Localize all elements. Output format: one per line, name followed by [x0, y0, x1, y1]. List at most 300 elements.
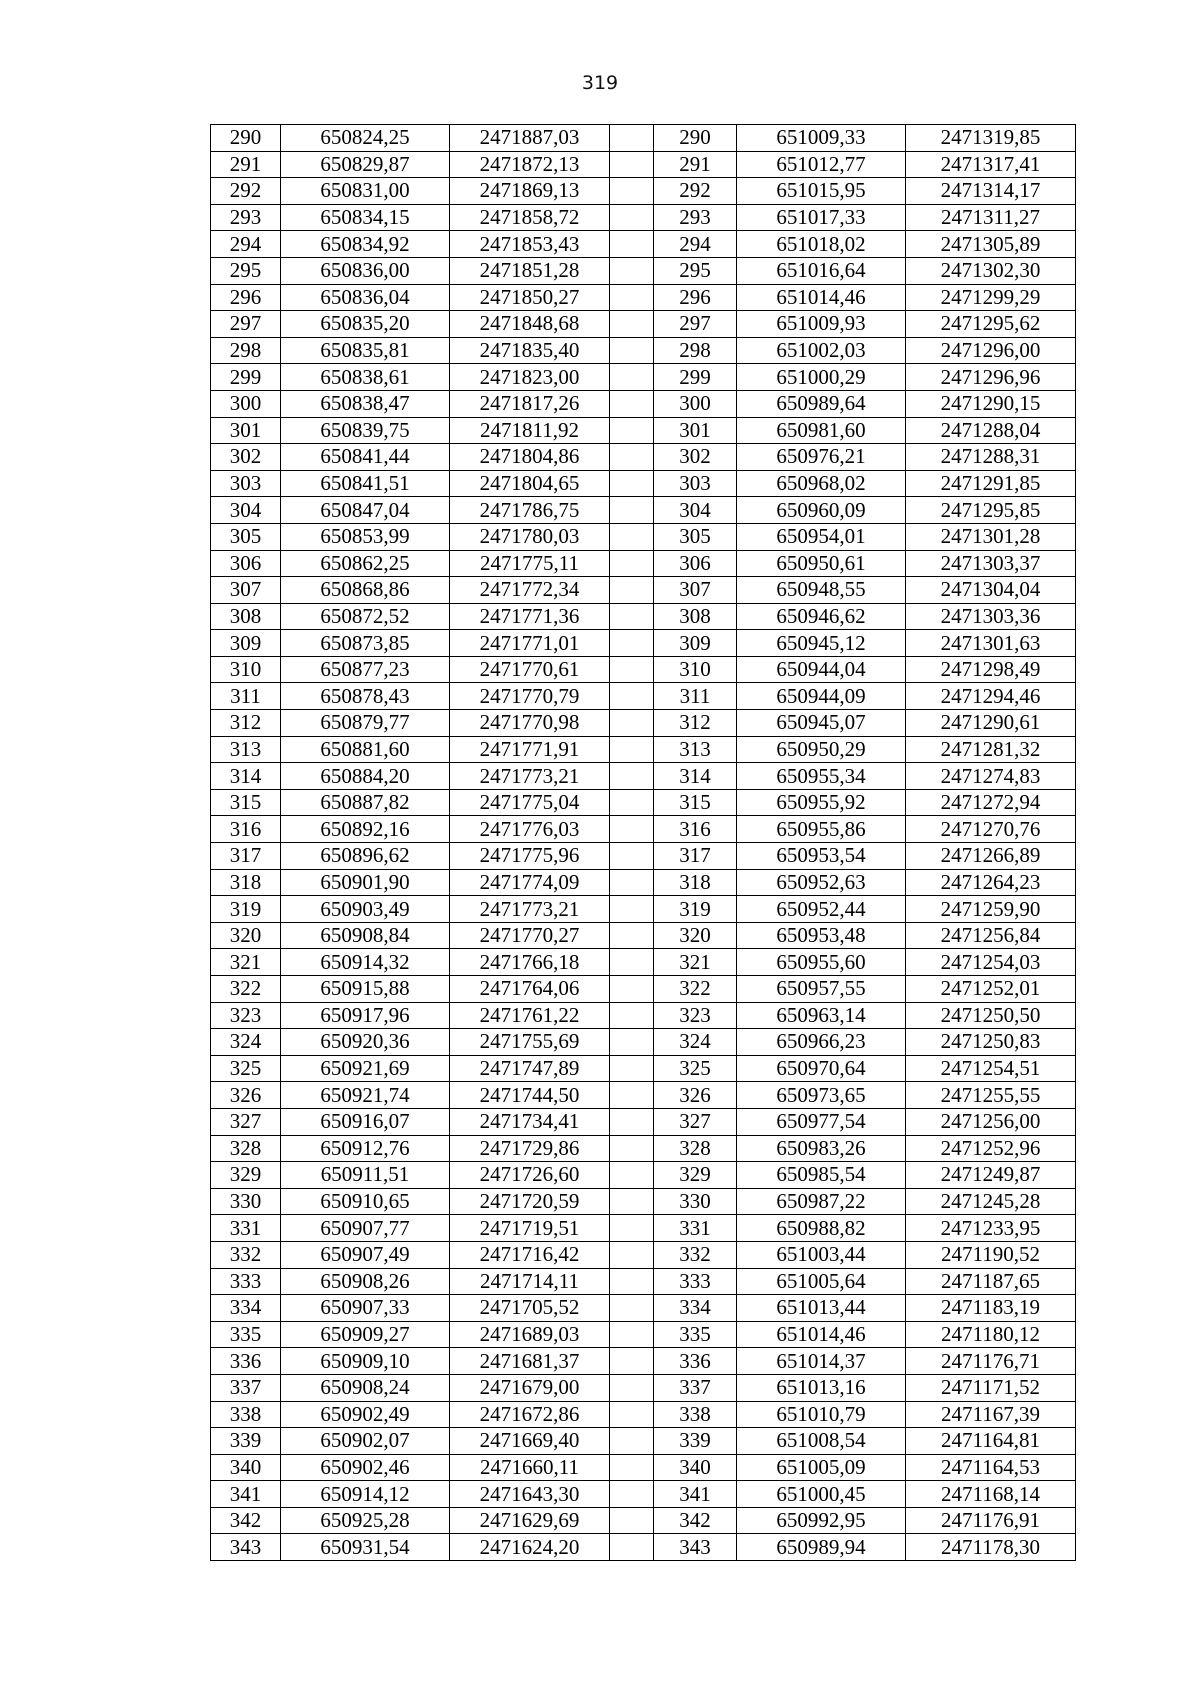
- left-y-coordinate-cell: 2471672,86: [450, 1401, 610, 1428]
- right-point-number-cell: 324: [654, 1029, 737, 1056]
- table-row: [211, 523, 1076, 550]
- spacer-cell: [610, 470, 654, 497]
- spacer-cell: [610, 337, 654, 364]
- left-y-coordinate-cell: 2471835,40: [450, 337, 610, 364]
- right-y-coordinate-cell: 2471252,01: [906, 976, 1076, 1003]
- right-x-coordinate-cell: 650950,29: [737, 736, 906, 763]
- left-y-coordinate-cell: 2471780,03: [450, 523, 610, 550]
- right-x-coordinate-cell: 650976,21: [737, 444, 906, 471]
- table-row: [211, 1295, 1076, 1322]
- left-x-coordinate-cell: 650931,54: [281, 1534, 450, 1561]
- left-point-number-cell: 300: [211, 390, 281, 417]
- left-point-number-cell: 311: [211, 683, 281, 710]
- right-x-coordinate-cell: 650968,02: [737, 470, 906, 497]
- spacer-cell: [610, 630, 654, 657]
- right-y-coordinate-cell: 2471298,49: [906, 656, 1076, 683]
- right-x-coordinate-cell: 650957,55: [737, 976, 906, 1003]
- spacer-cell: [610, 1295, 654, 1322]
- left-point-number-cell: 290: [211, 125, 281, 152]
- right-point-number-cell: 333: [654, 1268, 737, 1295]
- table-row: [211, 1215, 1076, 1242]
- left-x-coordinate-cell: 650839,75: [281, 417, 450, 444]
- right-point-number-cell: 300: [654, 390, 737, 417]
- table-row: [211, 1428, 1076, 1455]
- left-x-coordinate-cell: 650835,81: [281, 337, 450, 364]
- table-row: [211, 284, 1076, 311]
- right-x-coordinate-cell: 650983,26: [737, 1135, 906, 1162]
- right-x-coordinate-cell: 651018,02: [737, 231, 906, 258]
- right-x-coordinate-cell: 650953,48: [737, 922, 906, 949]
- left-y-coordinate-cell: 2471755,69: [450, 1029, 610, 1056]
- left-x-coordinate-cell: 650912,76: [281, 1135, 450, 1162]
- left-point-number-cell: 306: [211, 550, 281, 577]
- right-point-number-cell: 341: [654, 1481, 737, 1508]
- table-row: [211, 577, 1076, 604]
- spacer-cell: [610, 577, 654, 604]
- right-point-number-cell: 298: [654, 337, 737, 364]
- table-row: [211, 151, 1076, 178]
- left-y-coordinate-cell: 2471629,69: [450, 1507, 610, 1534]
- left-point-number-cell: 310: [211, 656, 281, 683]
- table-row: [211, 603, 1076, 630]
- spacer-cell: [610, 1454, 654, 1481]
- left-y-coordinate-cell: 2471811,92: [450, 417, 610, 444]
- right-x-coordinate-cell: 650981,60: [737, 417, 906, 444]
- spacer-cell: [610, 1029, 654, 1056]
- right-point-number-cell: 323: [654, 1002, 737, 1029]
- coordinates-table-body: [211, 125, 1076, 1561]
- right-point-number-cell: 334: [654, 1295, 737, 1322]
- right-y-coordinate-cell: 2471299,29: [906, 284, 1076, 311]
- left-x-coordinate-cell: 650908,24: [281, 1374, 450, 1401]
- left-x-coordinate-cell: 650881,60: [281, 736, 450, 763]
- left-x-coordinate-cell: 650878,43: [281, 683, 450, 710]
- right-point-number-cell: 302: [654, 444, 737, 471]
- spacer-cell: [610, 550, 654, 577]
- left-point-number-cell: 342: [211, 1507, 281, 1534]
- table-row: [211, 550, 1076, 577]
- left-y-coordinate-cell: 2471747,89: [450, 1055, 610, 1082]
- spacer-cell: [610, 523, 654, 550]
- left-point-number-cell: 341: [211, 1481, 281, 1508]
- left-point-number-cell: 304: [211, 497, 281, 524]
- right-y-coordinate-cell: 2471256,00: [906, 1108, 1076, 1135]
- table-row: [211, 497, 1076, 524]
- left-point-number-cell: 319: [211, 896, 281, 923]
- spacer-cell: [610, 231, 654, 258]
- spacer-cell: [610, 789, 654, 816]
- left-y-coordinate-cell: 2471817,26: [450, 390, 610, 417]
- left-y-coordinate-cell: 2471869,13: [450, 178, 610, 205]
- left-x-coordinate-cell: 650831,00: [281, 178, 450, 205]
- left-y-coordinate-cell: 2471887,03: [450, 125, 610, 152]
- right-point-number-cell: 328: [654, 1135, 737, 1162]
- right-point-number-cell: 306: [654, 550, 737, 577]
- left-point-number-cell: 314: [211, 763, 281, 790]
- spacer-cell: [610, 763, 654, 790]
- right-y-coordinate-cell: 2471296,00: [906, 337, 1076, 364]
- right-y-coordinate-cell: 2471250,83: [906, 1029, 1076, 1056]
- table-row: [211, 1348, 1076, 1375]
- table-row: [211, 736, 1076, 763]
- right-point-number-cell: 294: [654, 231, 737, 258]
- right-y-coordinate-cell: 2471301,28: [906, 523, 1076, 550]
- spacer-cell: [610, 922, 654, 949]
- table-row: [211, 390, 1076, 417]
- right-x-coordinate-cell: 650946,62: [737, 603, 906, 630]
- spacer-cell: [610, 151, 654, 178]
- right-x-coordinate-cell: 651002,03: [737, 337, 906, 364]
- left-point-number-cell: 308: [211, 603, 281, 630]
- left-point-number-cell: 320: [211, 922, 281, 949]
- right-x-coordinate-cell: 651005,64: [737, 1268, 906, 1295]
- right-x-coordinate-cell: 650973,65: [737, 1082, 906, 1109]
- right-point-number-cell: 310: [654, 656, 737, 683]
- left-y-coordinate-cell: 2471776,03: [450, 816, 610, 843]
- spacer-cell: [610, 1428, 654, 1455]
- spacer-cell: [610, 603, 654, 630]
- spacer-cell: [610, 1534, 654, 1561]
- left-x-coordinate-cell: 650910,65: [281, 1188, 450, 1215]
- left-point-number-cell: 315: [211, 789, 281, 816]
- table-row: [211, 1374, 1076, 1401]
- left-point-number-cell: 332: [211, 1241, 281, 1268]
- left-x-coordinate-cell: 650862,25: [281, 550, 450, 577]
- right-point-number-cell: 317: [654, 843, 737, 870]
- left-point-number-cell: 291: [211, 151, 281, 178]
- table-row: [211, 204, 1076, 231]
- spacer-cell: [610, 1374, 654, 1401]
- right-x-coordinate-cell: 650989,64: [737, 390, 906, 417]
- left-y-coordinate-cell: 2471761,22: [450, 1002, 610, 1029]
- spacer-cell: [610, 497, 654, 524]
- left-y-coordinate-cell: 2471734,41: [450, 1108, 610, 1135]
- left-y-coordinate-cell: 2471858,72: [450, 204, 610, 231]
- table-row: [211, 1481, 1076, 1508]
- right-point-number-cell: 308: [654, 603, 737, 630]
- right-x-coordinate-cell: 650950,61: [737, 550, 906, 577]
- left-point-number-cell: 335: [211, 1321, 281, 1348]
- spacer-cell: [610, 976, 654, 1003]
- right-point-number-cell: 343: [654, 1534, 737, 1561]
- left-y-coordinate-cell: 2471716,42: [450, 1241, 610, 1268]
- right-y-coordinate-cell: 2471168,14: [906, 1481, 1076, 1508]
- spacer-cell: [610, 125, 654, 152]
- right-point-number-cell: 340: [654, 1454, 737, 1481]
- left-x-coordinate-cell: 650917,96: [281, 1002, 450, 1029]
- left-y-coordinate-cell: 2471744,50: [450, 1082, 610, 1109]
- right-x-coordinate-cell: 650988,82: [737, 1215, 906, 1242]
- left-point-number-cell: 337: [211, 1374, 281, 1401]
- right-point-number-cell: 325: [654, 1055, 737, 1082]
- left-point-number-cell: 325: [211, 1055, 281, 1082]
- table-row: [211, 843, 1076, 870]
- left-y-coordinate-cell: 2471848,68: [450, 311, 610, 338]
- right-point-number-cell: 295: [654, 257, 737, 284]
- right-x-coordinate-cell: 650955,92: [737, 789, 906, 816]
- table-row: [211, 311, 1076, 338]
- right-y-coordinate-cell: 2471302,30: [906, 257, 1076, 284]
- left-y-coordinate-cell: 2471850,27: [450, 284, 610, 311]
- right-point-number-cell: 336: [654, 1348, 737, 1375]
- right-x-coordinate-cell: 651005,09: [737, 1454, 906, 1481]
- right-y-coordinate-cell: 2471274,83: [906, 763, 1076, 790]
- left-y-coordinate-cell: 2471773,21: [450, 896, 610, 923]
- right-x-coordinate-cell: 650953,54: [737, 843, 906, 870]
- left-point-number-cell: 339: [211, 1428, 281, 1455]
- table-row: [211, 976, 1076, 1003]
- right-x-coordinate-cell: 650955,34: [737, 763, 906, 790]
- right-y-coordinate-cell: 2471259,90: [906, 896, 1076, 923]
- right-y-coordinate-cell: 2471317,41: [906, 151, 1076, 178]
- right-x-coordinate-cell: 650944,04: [737, 656, 906, 683]
- left-point-number-cell: 309: [211, 630, 281, 657]
- right-point-number-cell: 338: [654, 1401, 737, 1428]
- right-x-coordinate-cell: 650985,54: [737, 1162, 906, 1189]
- right-y-coordinate-cell: 2471290,15: [906, 390, 1076, 417]
- spacer-cell: [610, 364, 654, 391]
- right-point-number-cell: 293: [654, 204, 737, 231]
- right-y-coordinate-cell: 2471305,89: [906, 231, 1076, 258]
- table-row: [211, 1401, 1076, 1428]
- spacer-cell: [610, 1082, 654, 1109]
- right-x-coordinate-cell: 651008,54: [737, 1428, 906, 1455]
- right-y-coordinate-cell: 2471266,89: [906, 843, 1076, 870]
- left-point-number-cell: 299: [211, 364, 281, 391]
- left-point-number-cell: 312: [211, 710, 281, 737]
- left-y-coordinate-cell: 2471775,96: [450, 843, 610, 870]
- right-point-number-cell: 299: [654, 364, 737, 391]
- spacer-cell: [610, 1162, 654, 1189]
- left-x-coordinate-cell: 650925,28: [281, 1507, 450, 1534]
- left-point-number-cell: 303: [211, 470, 281, 497]
- right-point-number-cell: 327: [654, 1108, 737, 1135]
- spacer-cell: [610, 1268, 654, 1295]
- left-y-coordinate-cell: 2471705,52: [450, 1295, 610, 1322]
- left-x-coordinate-cell: 650907,33: [281, 1295, 450, 1322]
- left-point-number-cell: 295: [211, 257, 281, 284]
- right-point-number-cell: 337: [654, 1374, 737, 1401]
- left-y-coordinate-cell: 2471786,75: [450, 497, 610, 524]
- left-point-number-cell: 327: [211, 1108, 281, 1135]
- left-x-coordinate-cell: 650847,04: [281, 497, 450, 524]
- left-point-number-cell: 301: [211, 417, 281, 444]
- left-y-coordinate-cell: 2471689,03: [450, 1321, 610, 1348]
- right-y-coordinate-cell: 2471296,96: [906, 364, 1076, 391]
- right-y-coordinate-cell: 2471256,84: [906, 922, 1076, 949]
- right-y-coordinate-cell: 2471183,19: [906, 1295, 1076, 1322]
- right-x-coordinate-cell: 651009,33: [737, 125, 906, 152]
- right-x-coordinate-cell: 651000,29: [737, 364, 906, 391]
- table-row: [211, 1082, 1076, 1109]
- left-y-coordinate-cell: 2471872,13: [450, 151, 610, 178]
- right-point-number-cell: 311: [654, 683, 737, 710]
- left-x-coordinate-cell: 650901,90: [281, 869, 450, 896]
- right-x-coordinate-cell: 651000,45: [737, 1481, 906, 1508]
- left-x-coordinate-cell: 650838,47: [281, 390, 450, 417]
- right-y-coordinate-cell: 2471180,12: [906, 1321, 1076, 1348]
- right-x-coordinate-cell: 651010,79: [737, 1401, 906, 1428]
- right-x-coordinate-cell: 650952,63: [737, 869, 906, 896]
- right-y-coordinate-cell: 2471252,96: [906, 1135, 1076, 1162]
- spacer-cell: [610, 1002, 654, 1029]
- left-point-number-cell: 317: [211, 843, 281, 870]
- right-x-coordinate-cell: 650945,07: [737, 710, 906, 737]
- table-row: [211, 1321, 1076, 1348]
- left-point-number-cell: 343: [211, 1534, 281, 1561]
- left-y-coordinate-cell: 2471729,86: [450, 1135, 610, 1162]
- right-x-coordinate-cell: 650955,60: [737, 949, 906, 976]
- left-x-coordinate-cell: 650884,20: [281, 763, 450, 790]
- right-x-coordinate-cell: 650970,64: [737, 1055, 906, 1082]
- left-x-coordinate-cell: 650909,10: [281, 1348, 450, 1375]
- left-x-coordinate-cell: 650879,77: [281, 710, 450, 737]
- coordinates-table: [210, 124, 1076, 1561]
- left-y-coordinate-cell: 2471624,20: [450, 1534, 610, 1561]
- left-y-coordinate-cell: 2471726,60: [450, 1162, 610, 1189]
- left-y-coordinate-cell: 2471772,34: [450, 577, 610, 604]
- right-point-number-cell: 335: [654, 1321, 737, 1348]
- spacer-cell: [610, 736, 654, 763]
- table-row: [211, 1268, 1076, 1295]
- right-x-coordinate-cell: 650987,22: [737, 1188, 906, 1215]
- left-point-number-cell: 323: [211, 1002, 281, 1029]
- left-y-coordinate-cell: 2471719,51: [450, 1215, 610, 1242]
- table-row: [211, 125, 1076, 152]
- right-y-coordinate-cell: 2471303,36: [906, 603, 1076, 630]
- right-point-number-cell: 332: [654, 1241, 737, 1268]
- right-x-coordinate-cell: 650977,54: [737, 1108, 906, 1135]
- left-x-coordinate-cell: 650834,15: [281, 204, 450, 231]
- right-x-coordinate-cell: 650960,09: [737, 497, 906, 524]
- spacer-cell: [610, 869, 654, 896]
- left-x-coordinate-cell: 650916,07: [281, 1108, 450, 1135]
- left-point-number-cell: 336: [211, 1348, 281, 1375]
- table-row: [211, 710, 1076, 737]
- left-y-coordinate-cell: 2471770,79: [450, 683, 610, 710]
- right-y-coordinate-cell: 2471245,28: [906, 1188, 1076, 1215]
- right-point-number-cell: 320: [654, 922, 737, 949]
- right-y-coordinate-cell: 2471164,81: [906, 1428, 1076, 1455]
- right-y-coordinate-cell: 2471290,61: [906, 710, 1076, 737]
- left-point-number-cell: 329: [211, 1162, 281, 1189]
- right-point-number-cell: 305: [654, 523, 737, 550]
- left-y-coordinate-cell: 2471775,04: [450, 789, 610, 816]
- spacer-cell: [610, 656, 654, 683]
- right-y-coordinate-cell: 2471171,52: [906, 1374, 1076, 1401]
- right-x-coordinate-cell: 651009,93: [737, 311, 906, 338]
- right-point-number-cell: 290: [654, 125, 737, 152]
- left-y-coordinate-cell: 2471773,21: [450, 763, 610, 790]
- left-y-coordinate-cell: 2471766,18: [450, 949, 610, 976]
- spacer-cell: [610, 1241, 654, 1268]
- left-y-coordinate-cell: 2471804,86: [450, 444, 610, 471]
- right-y-coordinate-cell: 2471176,91: [906, 1507, 1076, 1534]
- right-point-number-cell: 309: [654, 630, 737, 657]
- right-y-coordinate-cell: 2471233,95: [906, 1215, 1076, 1242]
- spacer-cell: [610, 710, 654, 737]
- right-x-coordinate-cell: 650948,55: [737, 577, 906, 604]
- right-y-coordinate-cell: 2471304,04: [906, 577, 1076, 604]
- spacer-cell: [610, 949, 654, 976]
- spacer-cell: [610, 178, 654, 205]
- right-x-coordinate-cell: 651012,77: [737, 151, 906, 178]
- left-y-coordinate-cell: 2471775,11: [450, 550, 610, 577]
- spacer-cell: [610, 1401, 654, 1428]
- left-x-coordinate-cell: 650907,49: [281, 1241, 450, 1268]
- right-y-coordinate-cell: 2471167,39: [906, 1401, 1076, 1428]
- right-x-coordinate-cell: 651015,95: [737, 178, 906, 205]
- left-x-coordinate-cell: 650877,23: [281, 656, 450, 683]
- right-point-number-cell: 322: [654, 976, 737, 1003]
- right-y-coordinate-cell: 2471319,85: [906, 125, 1076, 152]
- right-y-coordinate-cell: 2471249,87: [906, 1162, 1076, 1189]
- left-x-coordinate-cell: 650911,51: [281, 1162, 450, 1189]
- left-x-coordinate-cell: 650872,52: [281, 603, 450, 630]
- spacer-cell: [610, 1188, 654, 1215]
- table-row: [211, 1029, 1076, 1056]
- left-point-number-cell: 326: [211, 1082, 281, 1109]
- left-point-number-cell: 305: [211, 523, 281, 550]
- page-number: 319: [581, 72, 619, 94]
- right-y-coordinate-cell: 2471270,76: [906, 816, 1076, 843]
- right-x-coordinate-cell: 651016,64: [737, 257, 906, 284]
- table-row: [211, 896, 1076, 923]
- spacer-cell: [610, 1135, 654, 1162]
- right-y-coordinate-cell: 2471303,37: [906, 550, 1076, 577]
- right-point-number-cell: 312: [654, 710, 737, 737]
- left-point-number-cell: 331: [211, 1215, 281, 1242]
- left-x-coordinate-cell: 650841,44: [281, 444, 450, 471]
- table-row: [211, 178, 1076, 205]
- left-y-coordinate-cell: 2471770,61: [450, 656, 610, 683]
- left-y-coordinate-cell: 2471804,65: [450, 470, 610, 497]
- right-x-coordinate-cell: 651013,44: [737, 1295, 906, 1322]
- left-point-number-cell: 313: [211, 736, 281, 763]
- table-row: [211, 257, 1076, 284]
- table-row: [211, 1162, 1076, 1189]
- right-y-coordinate-cell: 2471254,51: [906, 1055, 1076, 1082]
- right-x-coordinate-cell: 651017,33: [737, 204, 906, 231]
- table-row: [211, 417, 1076, 444]
- right-y-coordinate-cell: 2471255,55: [906, 1082, 1076, 1109]
- left-x-coordinate-cell: 650908,26: [281, 1268, 450, 1295]
- table-row: [211, 1507, 1076, 1534]
- right-point-number-cell: 296: [654, 284, 737, 311]
- left-x-coordinate-cell: 650908,84: [281, 922, 450, 949]
- table-row: [211, 763, 1076, 790]
- right-point-number-cell: 326: [654, 1082, 737, 1109]
- table-row: [211, 231, 1076, 258]
- table-row: [211, 337, 1076, 364]
- spacer-cell: [610, 683, 654, 710]
- table-row: [211, 789, 1076, 816]
- spacer-cell: [610, 816, 654, 843]
- spacer-cell: [610, 1108, 654, 1135]
- spacer-cell: [610, 257, 654, 284]
- left-x-coordinate-cell: 650835,20: [281, 311, 450, 338]
- spacer-cell: [610, 417, 654, 444]
- right-x-coordinate-cell: 650966,23: [737, 1029, 906, 1056]
- right-y-coordinate-cell: 2471272,94: [906, 789, 1076, 816]
- spacer-cell: [610, 311, 654, 338]
- spacer-cell: [610, 1348, 654, 1375]
- left-point-number-cell: 318: [211, 869, 281, 896]
- right-point-number-cell: 303: [654, 470, 737, 497]
- right-y-coordinate-cell: 2471311,27: [906, 204, 1076, 231]
- right-y-coordinate-cell: 2471295,62: [906, 311, 1076, 338]
- right-y-coordinate-cell: 2471176,71: [906, 1348, 1076, 1375]
